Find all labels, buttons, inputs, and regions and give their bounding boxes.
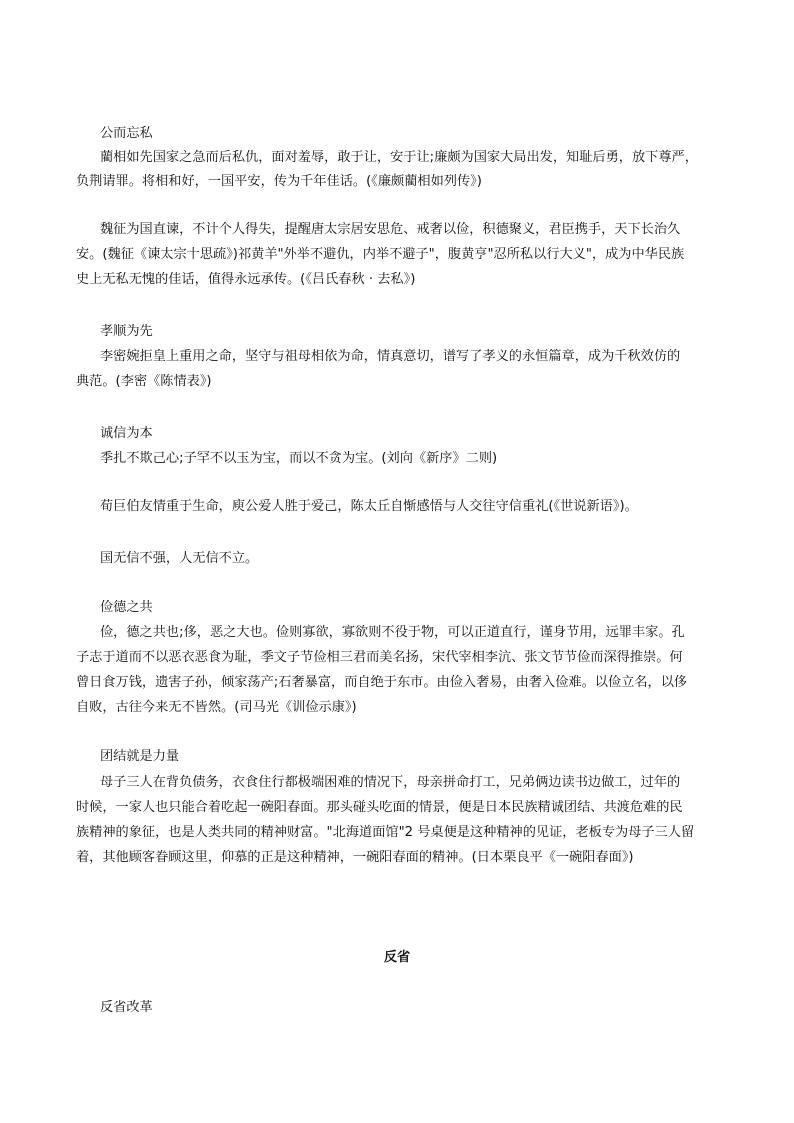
paragraph-line: 史上无私无愧的佳话，值得永远承传。(《吕氏春秋 · 去私》) [76, 272, 416, 287]
paragraph-line: 母子三人在背负债务，衣食住行都极端困难的情况下，母亲拼命打工，兄弟俩边读书边做工，过年的 [100, 775, 681, 790]
paragraph-line: 藺相如先国家之急而后私仇，面对羞辱，敢于让，安于让;廉颇为国家大局出发，知耻后勇，放下尊严， [100, 150, 698, 165]
section-heading: 团结就是力量 [100, 749, 180, 764]
paragraph-line: 魏征为国直谏，不计个人得失，提醒唐太宗居安思危、戒奢以俭，积德聚义，君臣携手，天下长治久 [100, 222, 681, 237]
paragraph-line: 自败，古往今来无不皆然。(司马光《训俭示康》) [76, 700, 357, 715]
paragraph-line: 子志于道而不以恶衣恶食为耻，季文子节俭相三君而美名扬，宋代宰相李沆、张文节节俭而深得推崇。何 [76, 650, 683, 665]
paragraph-line: 季扎不欺己心;子罕不以玉为宝，而以不贪为宝。(刘向《新序》二则) [100, 451, 498, 466]
paragraph-line: 荀巨伯友情重于生命，庾公爱人胜于爱己，陈太丘自惭感悟与人交往守信重礼(《世说新语》)。 [100, 499, 638, 514]
section-heading: 诚信为本 [100, 426, 153, 441]
chapter-title: 反省 [383, 950, 411, 965]
paragraph-line: 着，其他顾客眷顾这里，仰慕的正是这种精神，一碗阳春面的精神。(日本栗良平《一碗阳春面》) [76, 850, 634, 865]
paragraph-line: 安。(魏征《谏太宗十思疏》)祁黄羊"外举不避仇，内举不避子"，腹黄亨"忍所私以行大义"，成为中华民族 [76, 247, 685, 262]
paragraph-line: 曾日食万钱，遗害子孙，倾家荡产;石奢暴富，而自绝于东市。由俭入奢易，由奢入俭难。以俭立名，以侈 [76, 675, 688, 690]
paragraph-line: 国无信不强，人无信不立。 [100, 551, 259, 566]
paragraph-line: 时候，一家人也只能合着吃起一碗阳春面。那头碰头吃面的情景，便是日本民族精诚团结、共渡危难的民 [76, 800, 683, 815]
paragraph-line: 族精神的象征，也是人类共同的精神财富。"北海道面馆"2 号桌便是这种精神的见证，老板专为母子三人留 [76, 825, 695, 840]
paragraph-line: 负荆请罪。将相和好，一国平安，传为千年佳话。(《廉颇藺相如列传》) [76, 174, 482, 189]
section-heading: 俭德之共 [100, 600, 153, 615]
section-heading: 公而忘私 [100, 126, 153, 141]
paragraph-line: 典范。(李密《陈情表》) [76, 374, 212, 389]
paragraph-line: 李密婉拒皇上重用之命，坚守与祖母相依为命，情真意切，谱写了孝义的永恒篇章，成为千秋效仿的 [100, 349, 681, 364]
section-heading: 孝顺为先 [100, 324, 153, 339]
section-heading: 反省改革 [100, 1000, 153, 1015]
paragraph-line: 俭，德之共也;侈，恶之大也。俭则寡欲，寡欲则不役于物，可以正道直行，谨身节用，远罪丰家。孔 [100, 625, 685, 640]
